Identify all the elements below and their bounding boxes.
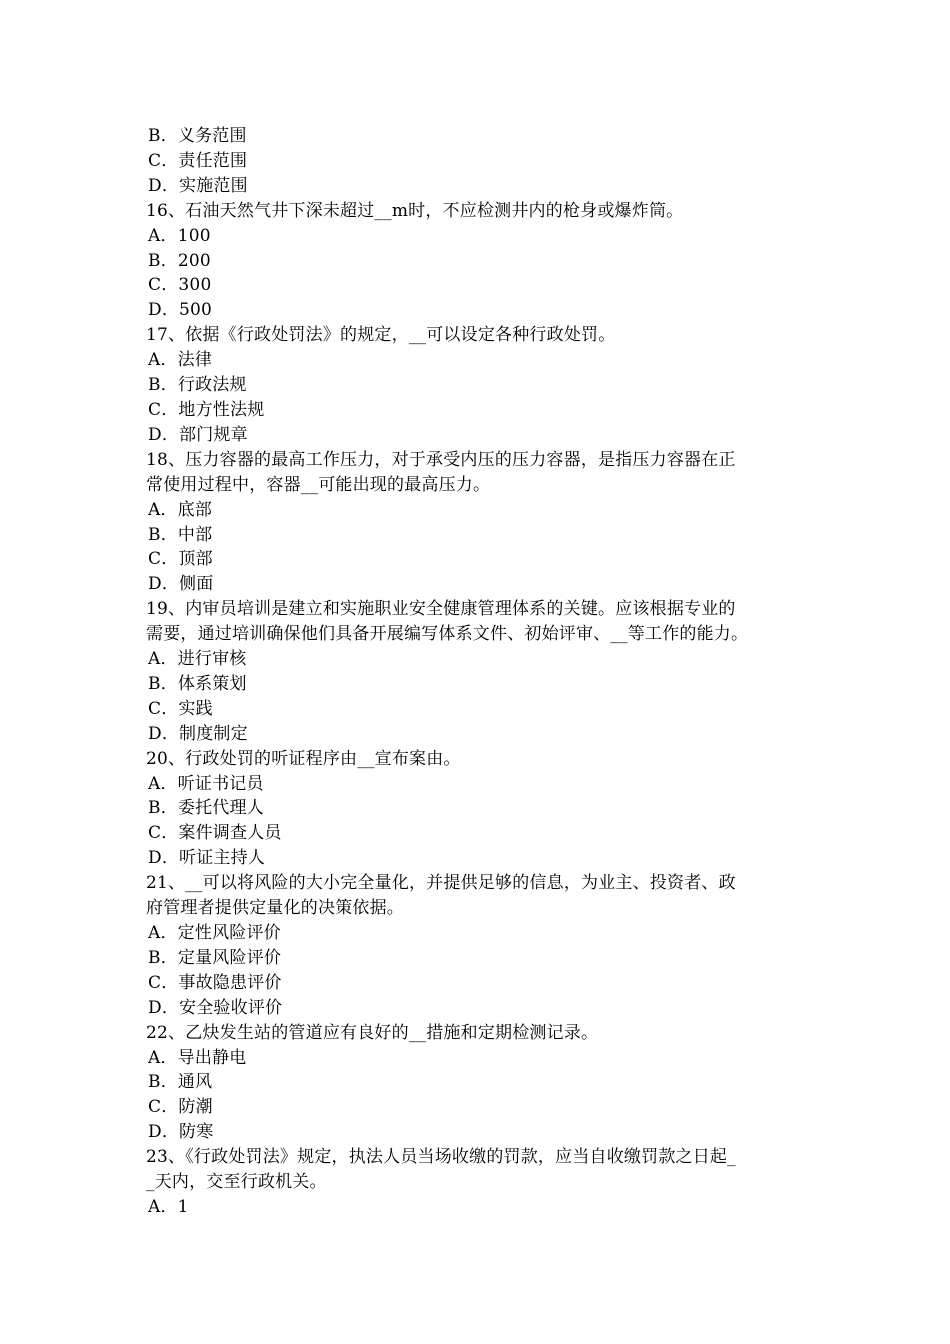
answer-option: B．义务范围 — [148, 126, 247, 146]
answer-option: A．底部 — [148, 499, 213, 520]
question-text-line: 16、石油天然气井下深未超过__m时，不应检测井内的枪身或爆炸筒。 — [146, 200, 684, 221]
answer-option: D．安全验收评价 — [148, 997, 283, 1018]
answer-option: B．定量风险评价 — [148, 947, 282, 968]
answer-option: A．听证书记员 — [148, 773, 264, 794]
answer-option: A．1 — [148, 1196, 189, 1217]
answer-option: C．事故隐患评价 — [148, 972, 282, 993]
question-text-line: _天内，交至行政机关。 — [146, 1172, 327, 1193]
answer-option: A．法律 — [148, 350, 213, 371]
answer-option: C．300 — [148, 275, 212, 296]
question-text-line: 常使用过程中，容器__可能出现的最高压力。 — [146, 474, 491, 495]
answer-option: D．部门规章 — [148, 424, 248, 445]
answer-option: D．实施范围 — [148, 175, 248, 196]
answer-option: C．实践 — [148, 698, 213, 719]
answer-option: C．责任范围 — [148, 150, 248, 171]
answer-option: A．100 — [148, 225, 211, 246]
answer-option: C．顶部 — [148, 549, 213, 570]
question-text-line: 府管理者提供定量化的决策依据。 — [146, 898, 404, 919]
answer-option: C．地方性法规 — [148, 399, 265, 420]
answer-option: B．200 — [148, 250, 211, 271]
question-text-line: 17、依据《行政处罚法》的规定，__可以设定各种行政处罚。 — [146, 325, 616, 346]
question-text-line: 18、压力容器的最高工作压力，对于承受内压的压力容器，是指压力容器在正 — [146, 449, 736, 470]
question-text-line: 22、乙炔发生站的管道应有良好的__措施和定期检测记录。 — [146, 1022, 599, 1043]
answer-option: B．通风 — [148, 1072, 213, 1093]
question-text-line: 21、__可以将风险的大小完全量化，并提供足够的信息，为业主、投资者、政 — [146, 873, 736, 894]
answer-option: C．案件调查人员 — [148, 823, 282, 844]
question-text-line: 20、行政处罚的听证程序由__宣布案由。 — [146, 748, 461, 769]
answer-option: B．委托代理人 — [148, 798, 264, 819]
question-text-line: 23、《行政处罚法》规定，执法人员当场收缴的罚款，应当自收缴罚款之日起_ — [146, 1147, 736, 1168]
answer-option: D．防寒 — [148, 1122, 214, 1143]
question-text-line: 19、内审员培训是建立和实施职业安全健康管理体系的关键。应该根据专业的 — [146, 599, 736, 620]
answer-option: D．500 — [148, 300, 213, 321]
answer-option: A．进行审核 — [148, 649, 247, 670]
answer-option: D．侧面 — [148, 574, 214, 595]
document-page — [146, 124, 814, 1220]
answer-option: B．体系策划 — [148, 673, 247, 694]
answer-option: D．听证主持人 — [148, 848, 266, 869]
answer-option: A．定性风险评价 — [148, 923, 281, 943]
question-text-line: 需要，通过培训确保他们具备开展编写体系文件、初始评审、__等工作的能力。 — [146, 624, 749, 645]
answer-option: B．行政法规 — [148, 375, 247, 396]
answer-option: D．制度制定 — [148, 723, 248, 744]
answer-option: C．防潮 — [148, 1097, 213, 1118]
answer-option: B．中部 — [148, 524, 213, 545]
answer-option: A．导出静电 — [148, 1047, 247, 1068]
